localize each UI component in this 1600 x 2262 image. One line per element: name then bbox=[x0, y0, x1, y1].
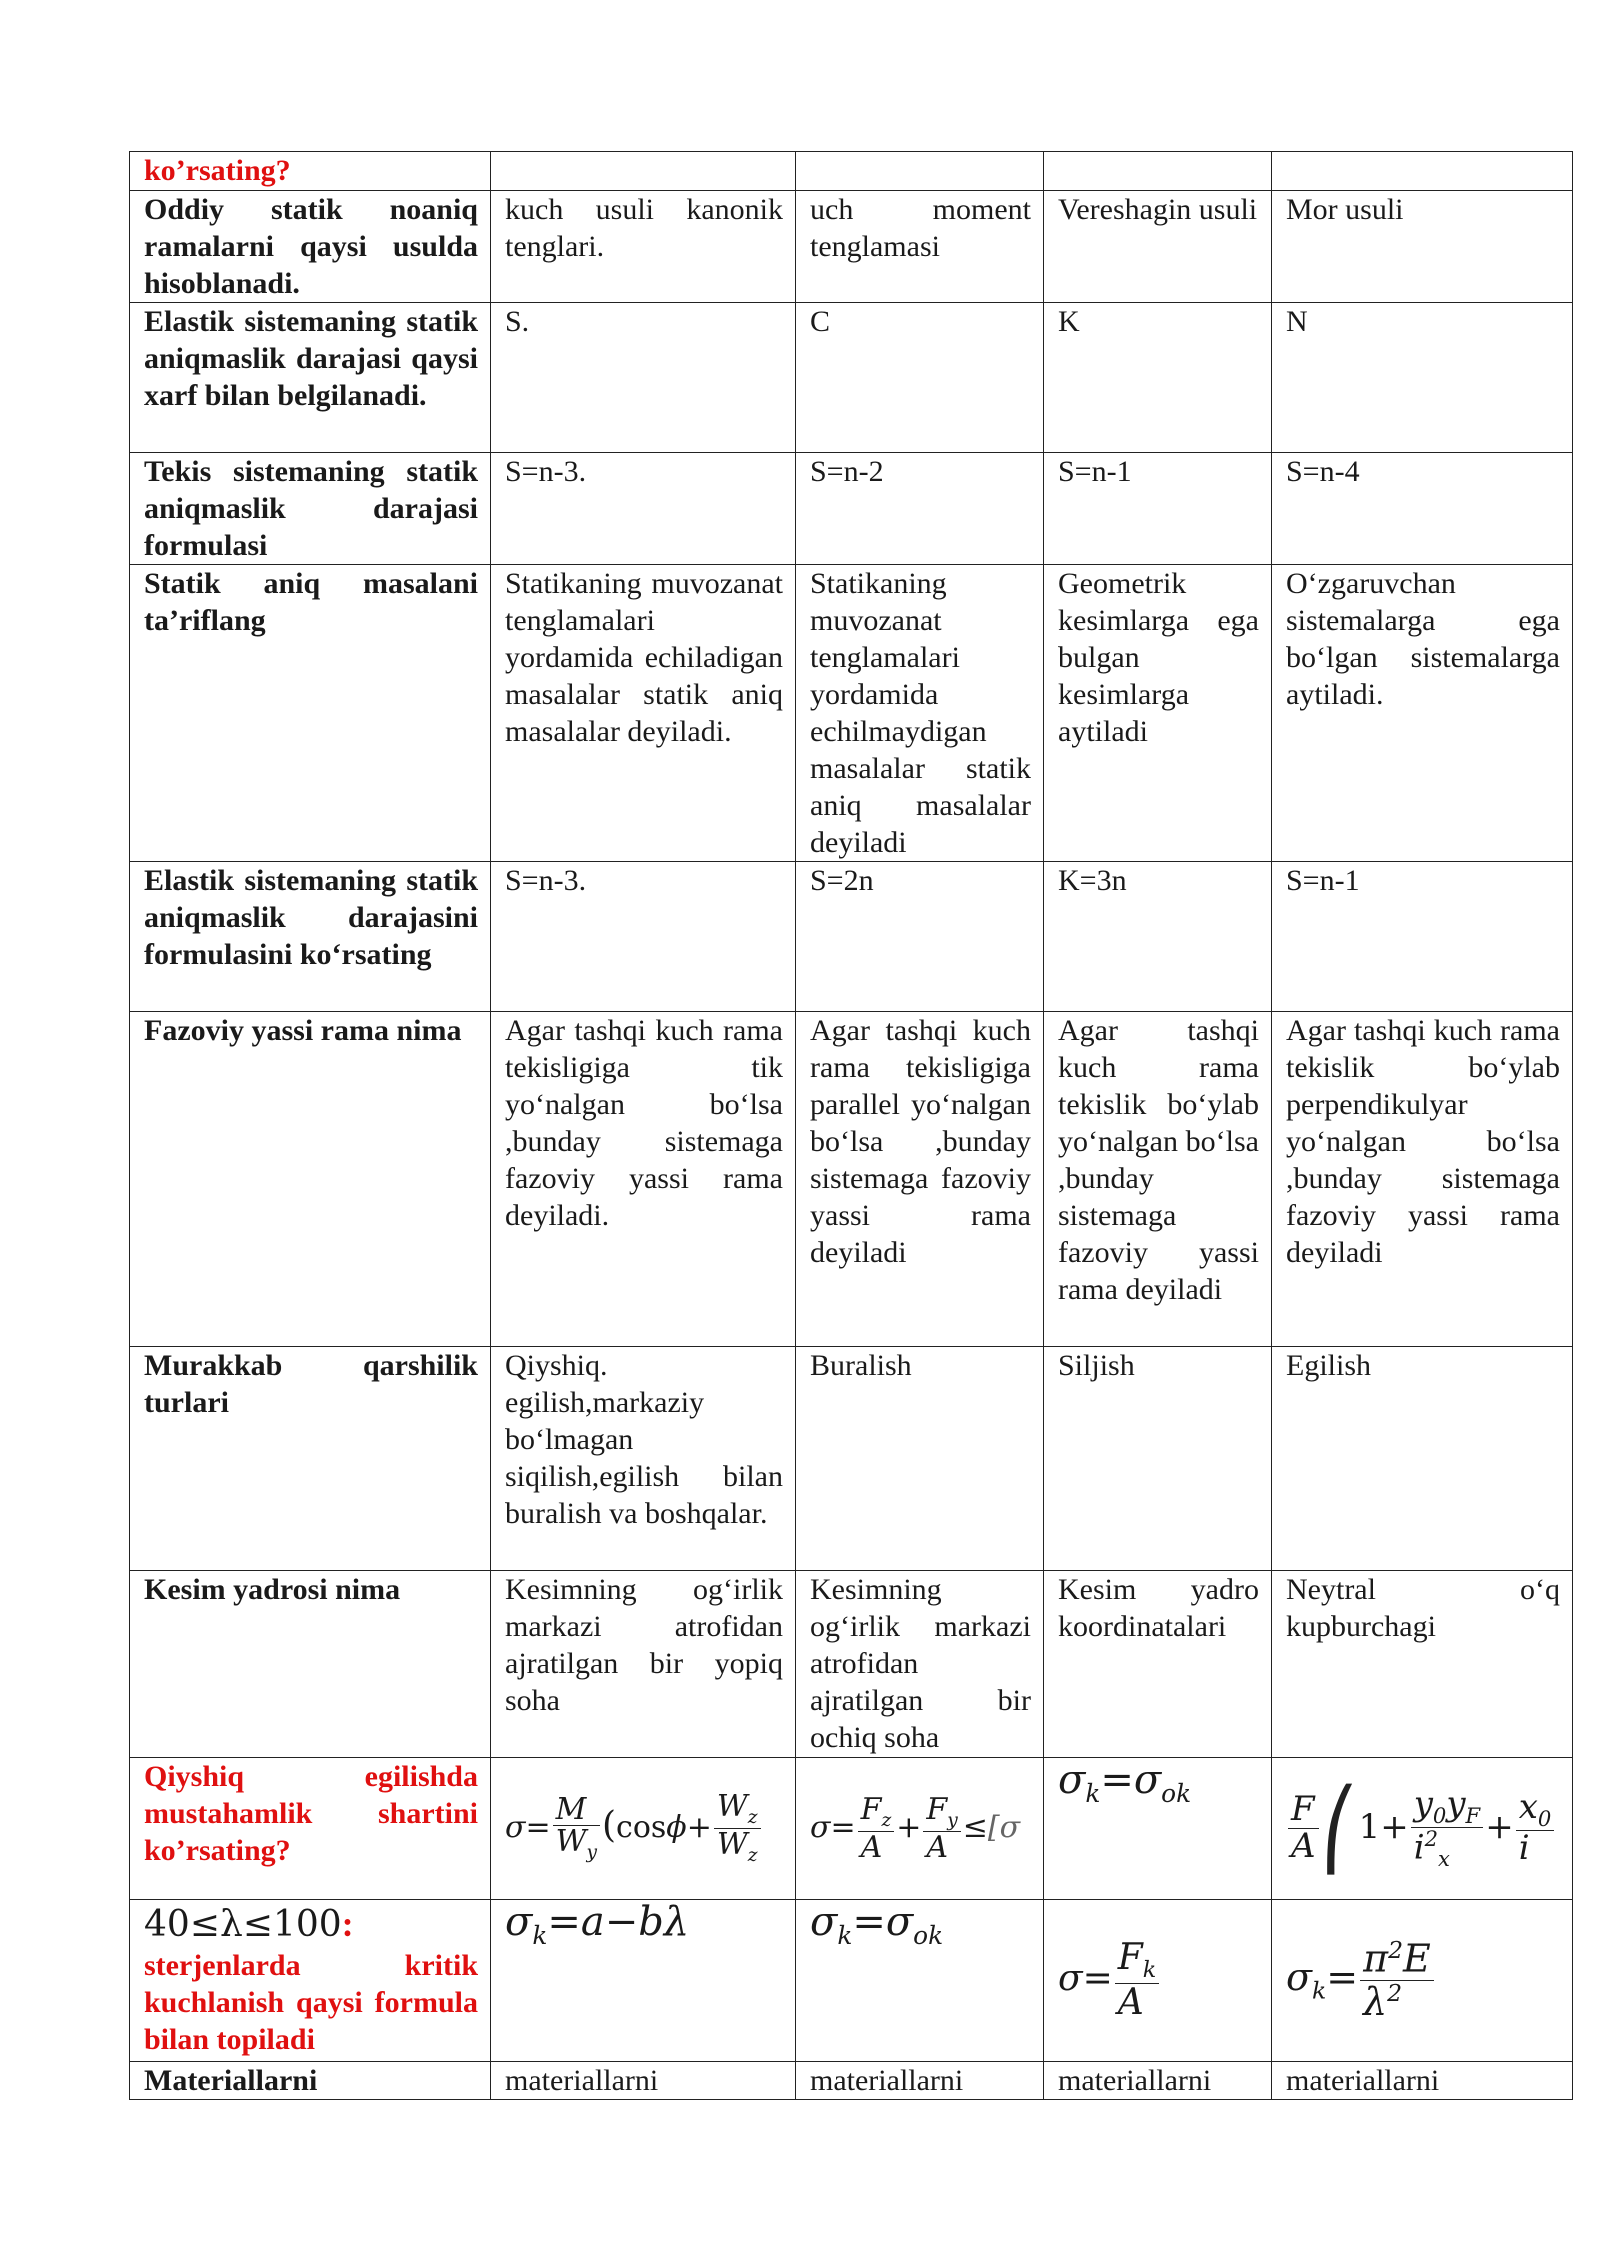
formula-symbol: x bbox=[1518, 1787, 1538, 1828]
formula-subscript: k bbox=[1085, 1779, 1101, 1808]
formula-symbol: σ bbox=[1058, 1957, 1083, 1999]
question-cell: ko’rsating? bbox=[130, 152, 491, 191]
answer-cell: Kesimning og‘irlik markazi atrofidan ajratilgan bir yopiq soha bbox=[491, 1571, 796, 1758]
formula-superscript: 2 bbox=[1387, 1979, 1403, 2007]
formula-symbol: : bbox=[341, 1904, 354, 1944]
fraction bbox=[1516, 1787, 1555, 1869]
formula-superscript: 2 bbox=[1424, 1825, 1438, 1851]
answer-cell: K=3n bbox=[1044, 862, 1272, 1012]
answer-cell: Buralish bbox=[796, 1347, 1044, 1571]
formula-symbol: F bbox=[1117, 1937, 1143, 1979]
formula-symbol: = bbox=[525, 1809, 551, 1845]
formula-superscript: 2 bbox=[1388, 1936, 1404, 1965]
formula-symbol: y bbox=[1446, 1783, 1466, 1824]
formula-cell bbox=[796, 1758, 1044, 1900]
answer-cell: Agar tashqi kuch rama tekisligiga parallel yo‘nalgan bo‘lsa ,bunday sistemaga fazoviy yassi rama deyiladi bbox=[796, 1012, 1044, 1347]
formula-symbol: = bbox=[1326, 1955, 1359, 1999]
formula-subscript: y bbox=[586, 1842, 597, 1864]
table-row bbox=[130, 191, 1573, 303]
answer-cell: S=n-3. bbox=[491, 862, 796, 1012]
formula-symbol: y bbox=[1413, 1783, 1433, 1824]
fraction bbox=[714, 1791, 761, 1865]
formula bbox=[810, 1791, 1021, 1865]
formula bbox=[505, 1899, 690, 1950]
formula-symbol: W bbox=[555, 1824, 587, 1860]
answer-cell: materiallarni bbox=[491, 2062, 796, 2100]
answer-cell: materiallarni bbox=[796, 2062, 1044, 2100]
question-cell: Elastik sistemaning statik aniqmaslik darajasi qaysi xarf bilan belgilanadi. bbox=[130, 303, 491, 453]
answer-cell: Neytral o‘q kupburchagi bbox=[1272, 1571, 1573, 1758]
formula bbox=[1058, 1757, 1192, 1808]
answer-cell: S=n-3. bbox=[491, 453, 796, 565]
question-formula bbox=[144, 1902, 478, 1947]
answer-cell: S=n-4 bbox=[1272, 453, 1573, 565]
formula-symbol: σ bbox=[810, 1809, 831, 1845]
bracket-icon: ⎛ bbox=[1320, 1784, 1359, 1873]
formula bbox=[1286, 1936, 1436, 2024]
formula-symbol: cos bbox=[616, 1809, 667, 1845]
numerator bbox=[714, 1791, 761, 1829]
answer-cell: N bbox=[1272, 303, 1573, 453]
table-row bbox=[130, 1012, 1573, 1347]
question-cell bbox=[130, 1900, 491, 2062]
formula-symbol: σ bbox=[1133, 1757, 1162, 1803]
numerator bbox=[1360, 1938, 1434, 1981]
formula-subscript: k bbox=[1311, 1976, 1327, 2005]
answer-cell: Geometrik kesimlarga ega bulgan kesimlarga aytiladi bbox=[1044, 565, 1272, 862]
answer-cell bbox=[491, 152, 796, 191]
formula-subscript: F bbox=[1465, 1802, 1481, 1828]
formula-symbol: σ bbox=[1286, 1955, 1312, 1999]
question-cell: Murakkab qarshilik turlari bbox=[130, 1347, 491, 1571]
question-cell: Materiallarni bbox=[130, 2062, 491, 2100]
denominator: i bbox=[1518, 1828, 1530, 1869]
numerator: M bbox=[553, 1794, 600, 1827]
fraction bbox=[1411, 1783, 1484, 1871]
formula-subscript: z bbox=[747, 1807, 758, 1829]
formula-symbol: F bbox=[926, 1791, 948, 1827]
formula-subscript: ok bbox=[1161, 1779, 1192, 1808]
formula bbox=[810, 1899, 944, 1950]
answer-cell: Statikaning muvozanat tenglamalari yordamida echiladigan masalalar statik aniq masalalar deyiladi. bbox=[491, 565, 796, 862]
fraction bbox=[858, 1791, 895, 1865]
question-text: sterjenlarda kritik kuchlanish qaysi formula bilan topiladi bbox=[144, 1949, 478, 2056]
denominator bbox=[1411, 1825, 1484, 1871]
table-row bbox=[130, 862, 1573, 1012]
formula-subscript: k bbox=[1142, 1957, 1157, 1984]
formula-symbol: = bbox=[852, 1899, 886, 1945]
answer-cell: Egilish bbox=[1272, 1347, 1573, 1571]
formula-subscript: k bbox=[837, 1921, 853, 1950]
fraction bbox=[1288, 1789, 1319, 1866]
formula-symbol: = bbox=[1082, 1957, 1113, 1999]
formula-subscript: z bbox=[747, 1845, 758, 1866]
formula-symbol: ϕ bbox=[666, 1809, 687, 1845]
answer-cell: Kesimning og‘irlik markazi atrofidan ajratilgan bir ochiq soha bbox=[796, 1571, 1044, 1758]
formula-symbol: σ bbox=[885, 1899, 914, 1945]
formula-symbol: σ bbox=[1058, 1757, 1086, 1803]
table-row bbox=[130, 1900, 1573, 2062]
numerator bbox=[858, 1791, 895, 1832]
formula bbox=[505, 1789, 763, 1866]
denominator bbox=[1360, 1981, 1434, 2023]
formula-cell bbox=[1272, 1900, 1573, 2062]
answer-cell: materiallarni bbox=[1272, 2062, 1573, 2100]
answer-cell: Kesim yadro koordinatalari bbox=[1044, 1571, 1272, 1758]
answer-cell: Agar tashqi kuch rama tekislik bo‘ylab yo‘nalgan bo‘lsa ,bunday sistemaga fazoviy yassi rama deyiladi bbox=[1044, 1012, 1272, 1347]
formula-cell bbox=[1044, 1900, 1272, 2062]
formula-subscript: z bbox=[881, 1809, 892, 1831]
denominator: A bbox=[1117, 1981, 1144, 2023]
question-cell: Statik aniq masalani ta’riflang bbox=[130, 565, 491, 862]
formula-symbol: ( bbox=[601, 1804, 617, 1846]
denominator: A bbox=[860, 1829, 883, 1865]
table-row bbox=[130, 152, 1573, 191]
formula-subscript: ok bbox=[913, 1921, 944, 1950]
fraction bbox=[1360, 1938, 1434, 2022]
answer-cell: C bbox=[796, 303, 1044, 453]
answer-cell: Siljish bbox=[1044, 1347, 1272, 1571]
table-row bbox=[130, 565, 1573, 862]
question-cell: Qiyshiq egilishda mustahamlik shartini ko’rsating? bbox=[130, 1758, 491, 1900]
formula-symbol: F bbox=[860, 1791, 882, 1827]
formula-symbol: =a−bλ bbox=[547, 1899, 690, 1945]
formula-subscript: y bbox=[947, 1809, 958, 1831]
answer-cell: Qiyshiq. egilish,markaziy bo‘lmagan siqilish,egilish bilan buralish va boshqalar. bbox=[491, 1347, 796, 1571]
formula-symbol: + bbox=[896, 1809, 922, 1845]
formula-symbol: σ bbox=[810, 1899, 838, 1945]
formula-cell bbox=[1272, 1758, 1573, 1900]
answer-cell: uch moment tenglamasi bbox=[796, 191, 1044, 303]
answer-cell bbox=[796, 152, 1044, 191]
formula-symbol: = bbox=[1100, 1757, 1134, 1803]
table-row bbox=[130, 2062, 1573, 2100]
answer-cell: S=2n bbox=[796, 862, 1044, 1012]
formula-symbol: E bbox=[1403, 1937, 1431, 1982]
answer-cell: Vereshagin usuli bbox=[1044, 191, 1272, 303]
question-cell: Kesim yadrosi nima bbox=[130, 1571, 491, 1758]
formula-symbol: σ bbox=[505, 1809, 526, 1845]
numerator bbox=[1516, 1787, 1555, 1831]
question-cell: Oddiy statik noaniq ramalarni qaysi usulda hisoblanadi. bbox=[130, 191, 491, 303]
answer-cell: S. bbox=[491, 303, 796, 453]
numerator bbox=[1411, 1783, 1484, 1828]
answer-cell bbox=[1272, 152, 1573, 191]
formula: 40≤λ≤100 bbox=[144, 1904, 342, 1945]
formula-symbol: W bbox=[716, 1789, 748, 1825]
table-row bbox=[130, 453, 1573, 565]
formula bbox=[1286, 1783, 1556, 1873]
formula-symbol: [σ bbox=[987, 1809, 1021, 1845]
formula-cell bbox=[491, 1900, 796, 2062]
answer-cell: K bbox=[1044, 303, 1272, 453]
answer-cell: Statikaning muvozanat tenglamalari yordamida echilmaydigan masalalar statik aniq masalalar deyiladi bbox=[796, 565, 1044, 862]
fraction bbox=[923, 1791, 960, 1865]
formula-subscript: k bbox=[532, 1921, 548, 1950]
formula-symbol: + bbox=[686, 1809, 712, 1845]
table-row bbox=[130, 1571, 1573, 1758]
answer-cell: kuch usuli kanonik tenglari. bbox=[491, 191, 796, 303]
table-row bbox=[130, 303, 1573, 453]
numerator bbox=[1115, 1939, 1160, 1984]
answer-cell: Agar tashqi kuch rama tekislik bo‘ylab perpendikulyar yo‘nalgan bo‘lsa ,bunday sistemaga fazoviy yassi rama deyiladi bbox=[1272, 1012, 1573, 1347]
answer-cell bbox=[1044, 152, 1272, 191]
formula-cell bbox=[796, 1900, 1044, 2062]
numerator: F bbox=[1288, 1792, 1319, 1829]
formula-symbol: = bbox=[830, 1809, 856, 1845]
formula-symbol: π bbox=[1363, 1937, 1389, 1982]
answer-cell: Mor usuli bbox=[1272, 191, 1573, 303]
document-page bbox=[129, 151, 1573, 2100]
formula-symbol: 1+ bbox=[1358, 1806, 1409, 1847]
answer-cell: Agar tashqi kuch rama tekisligiga tik yo‘nalgan bo‘lsa ,bunday sistemaga fazoviy yassi rama deyiladi. bbox=[491, 1012, 796, 1347]
formula-subscript: x bbox=[1437, 1845, 1450, 1871]
formula-symbol: ≤ bbox=[962, 1809, 988, 1845]
answer-cell: O‘zgaruvchan sistemalarga ega bo‘lgan sistemalarga aytiladi. bbox=[1272, 565, 1573, 862]
formula-symbol: W bbox=[716, 1827, 748, 1862]
fraction bbox=[553, 1791, 600, 1864]
denominator bbox=[553, 1826, 600, 1863]
question-cell: Fazoviy yassi rama nima bbox=[130, 1012, 491, 1347]
formula-symbol: i bbox=[1413, 1827, 1425, 1868]
fraction bbox=[1115, 1939, 1160, 2021]
answer-cell: S=n-1 bbox=[1044, 453, 1272, 565]
formula-subscript: 0 bbox=[1432, 1802, 1447, 1828]
answer-table bbox=[129, 151, 1573, 2100]
question-cell: Tekis sistemaning statik aniqmaslik darajasi formulasi bbox=[130, 453, 491, 565]
formula-symbol: + bbox=[1485, 1806, 1514, 1847]
table-row bbox=[130, 1758, 1573, 1900]
formula-symbol: σ bbox=[505, 1899, 533, 1945]
formula-symbol: λ bbox=[1363, 1979, 1388, 2024]
answer-cell: materiallarni bbox=[1044, 2062, 1272, 2100]
answer-cell: S=n-2 bbox=[796, 453, 1044, 565]
denominator: A bbox=[926, 1829, 949, 1865]
denominator bbox=[714, 1829, 761, 1866]
formula-cell bbox=[491, 1758, 796, 1900]
formula bbox=[1058, 1937, 1161, 2023]
answer-cell: S=n-1 bbox=[1272, 862, 1573, 1012]
table-row bbox=[130, 1347, 1573, 1571]
numerator bbox=[923, 1791, 960, 1832]
question-cell: Elastik sistemaning statik aniqmaslik darajasini formulasini ko‘rsating bbox=[130, 862, 491, 1012]
formula-cell bbox=[1044, 1758, 1272, 1900]
denominator: A bbox=[1291, 1826, 1316, 1866]
formula-subscript: 0 bbox=[1537, 1805, 1552, 1831]
